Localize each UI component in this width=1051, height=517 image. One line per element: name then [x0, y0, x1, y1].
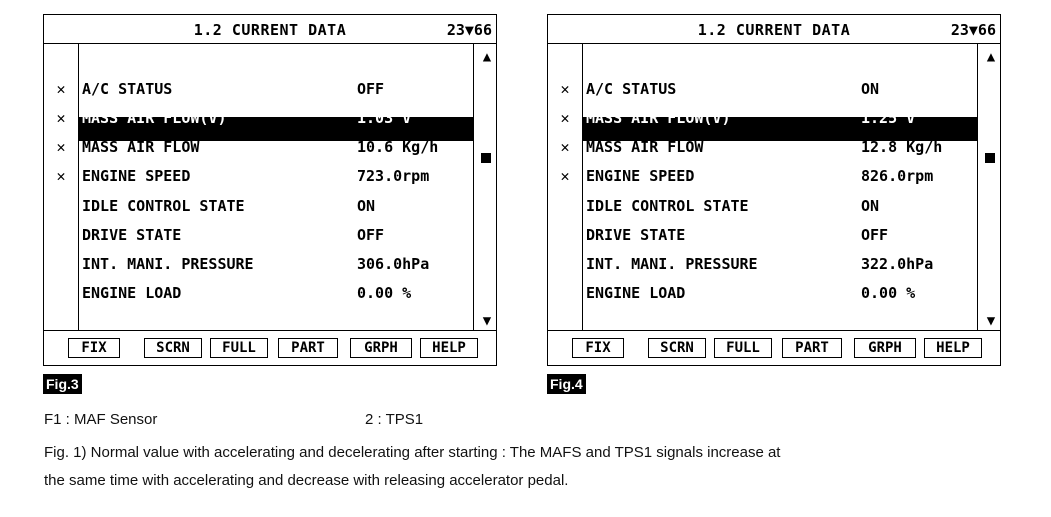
row-label: DRIVE STATE — [82, 226, 182, 244]
grph-button[interactable]: GRPH — [854, 338, 916, 358]
row-value: OFF — [861, 226, 889, 244]
data-row[interactable] — [44, 136, 474, 158]
scroll-down-icon[interactable]: ▼ — [482, 313, 492, 329]
fix-mark-icon: ✕ — [560, 109, 570, 127]
row-label: MASS AIR FLOW — [586, 138, 704, 156]
row-label: IDLE CONTROL STATE — [82, 197, 245, 215]
row-value: 1.25 V — [861, 109, 916, 127]
fix-mark-icon: ✕ — [560, 167, 570, 185]
row-value: ON — [861, 197, 880, 215]
caption-line-1: Fig. 1) Normal value with accelerating and decelerating after starting : The MAFS and TPS1 signals increase at — [44, 444, 781, 461]
screen-header — [44, 15, 496, 44]
row-value: 0.00 % — [861, 284, 916, 302]
row-value: OFF — [357, 80, 385, 98]
data-row[interactable] — [44, 195, 474, 217]
caption-f1: F1 : MAF Sensor — [44, 411, 158, 428]
row-value: 1.03 V — [357, 109, 412, 127]
caption-f2: 2 : TPS1 — [365, 411, 424, 428]
row-value: 723.0rpm — [357, 167, 430, 185]
data-row[interactable] — [44, 253, 474, 275]
fix-button[interactable]: FIX — [68, 338, 120, 358]
data-row[interactable] — [44, 224, 474, 246]
figure-label: Fig.4 — [547, 374, 586, 394]
figure-label: Fig.3 — [43, 374, 82, 394]
fix-button[interactable]: FIX — [572, 338, 624, 358]
part-button[interactable]: PART — [278, 338, 338, 358]
row-label: ENGINE LOAD — [586, 284, 686, 302]
scrn-button[interactable]: SCRN — [144, 338, 202, 358]
row-label: A/C STATUS — [586, 80, 677, 98]
row-label: MASS AIR FLOW(V) — [586, 109, 731, 127]
data-row[interactable] — [44, 282, 474, 304]
data-row[interactable] — [44, 165, 474, 187]
row-label: MASS AIR FLOW — [82, 138, 200, 156]
row-label: ENGINE LOAD — [82, 284, 182, 302]
help-button[interactable]: HELP — [924, 338, 982, 358]
row-label: INT. MANI. PRESSURE — [586, 255, 758, 273]
row-value: 322.0hPa — [861, 255, 934, 273]
row-value: 0.00 % — [357, 284, 412, 302]
data-row[interactable] — [548, 253, 978, 275]
data-row[interactable] — [548, 165, 978, 187]
full-button[interactable]: FULL — [714, 338, 772, 358]
function-key-bar — [548, 330, 1000, 365]
data-row[interactable] — [44, 78, 474, 100]
screen-title: 1.2 CURRENT DATA — [193, 21, 347, 39]
part-button[interactable]: PART — [782, 338, 842, 358]
scroll-down-icon[interactable]: ▼ — [986, 313, 996, 329]
row-label: A/C STATUS — [82, 80, 173, 98]
fix-mark-icon: ✕ — [56, 138, 66, 156]
scan-screen-fig4 — [547, 14, 1001, 366]
row-value: 826.0rpm — [861, 167, 934, 185]
row-label: MASS AIR FLOW(V) — [82, 109, 227, 127]
scan-screen-fig3 — [43, 14, 497, 366]
scrn-button[interactable]: SCRN — [648, 338, 706, 358]
row-value: ON — [357, 197, 376, 215]
row-label: IDLE CONTROL STATE — [586, 197, 749, 215]
row-value: 306.0hPa — [357, 255, 430, 273]
row-value: ON — [861, 80, 880, 98]
row-value: OFF — [357, 226, 385, 244]
data-row[interactable] — [548, 195, 978, 217]
scroll-thumb-icon[interactable] — [985, 153, 995, 163]
scroll-up-icon[interactable]: ▲ — [986, 49, 996, 65]
fix-mark-icon: ✕ — [560, 138, 570, 156]
screen-title: 1.2 CURRENT DATA — [697, 21, 851, 39]
fix-mark-icon: ✕ — [56, 80, 66, 98]
scroll-thumb-icon[interactable] — [481, 153, 491, 163]
row-value: 12.8 Kg/h — [861, 138, 943, 156]
row-label: DRIVE STATE — [586, 226, 686, 244]
screen-header — [548, 15, 1000, 44]
data-row[interactable] — [548, 282, 978, 304]
fix-mark-icon: ✕ — [56, 109, 66, 127]
data-row[interactable] — [548, 136, 978, 158]
data-row-selected[interactable] — [548, 107, 978, 129]
row-label: INT. MANI. PRESSURE — [82, 255, 254, 273]
full-button[interactable]: FULL — [210, 338, 268, 358]
data-row[interactable] — [548, 224, 978, 246]
fix-mark-icon: ✕ — [56, 167, 66, 185]
function-key-bar — [44, 330, 496, 365]
scroll-up-icon[interactable]: ▲ — [482, 49, 492, 65]
item-counter: 23▼66 — [446, 21, 492, 39]
data-row-selected[interactable] — [44, 107, 474, 129]
row-value: 10.6 Kg/h — [357, 138, 439, 156]
grph-button[interactable]: GRPH — [350, 338, 412, 358]
help-button[interactable]: HELP — [420, 338, 478, 358]
caption-line-2: the same time with accelerating and decrease with releasing accelerator pedal. — [44, 472, 569, 489]
item-counter: 23▼66 — [950, 21, 996, 39]
fix-mark-icon: ✕ — [560, 80, 570, 98]
data-row[interactable] — [548, 78, 978, 100]
row-label: ENGINE SPEED — [82, 167, 191, 185]
row-label: ENGINE SPEED — [586, 167, 695, 185]
